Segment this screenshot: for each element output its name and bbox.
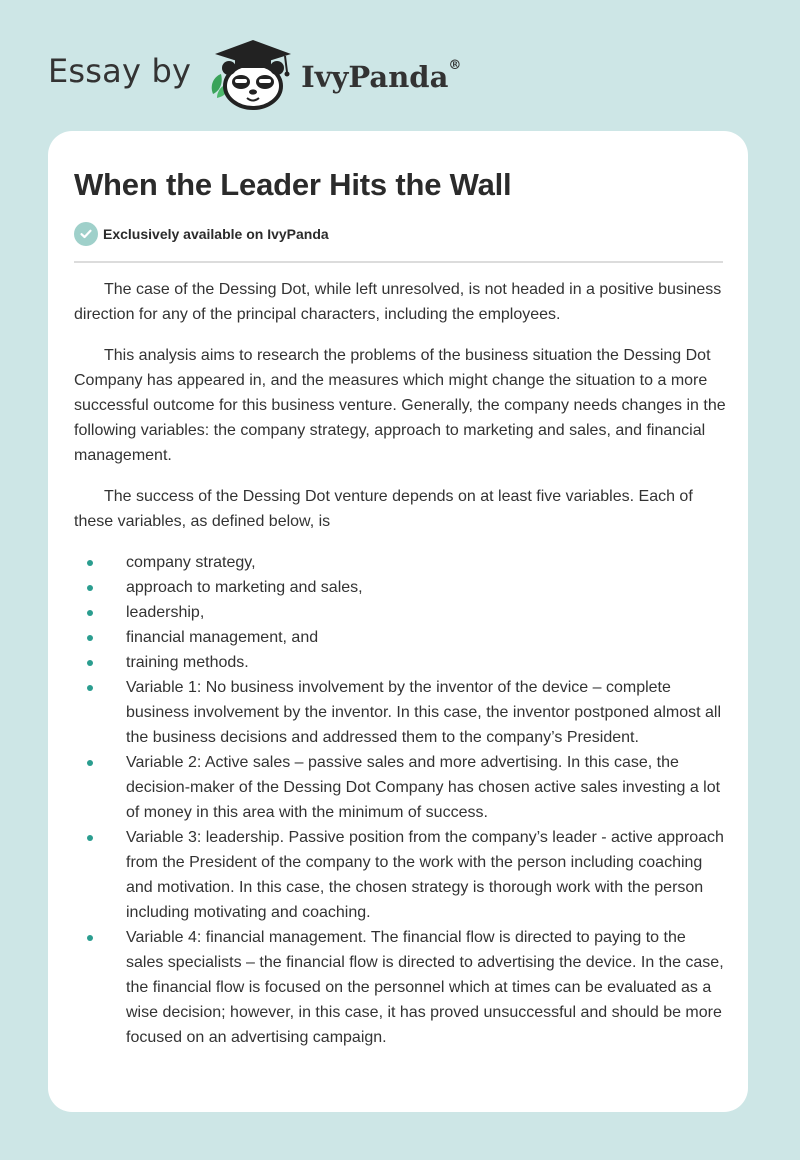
- list-item: leadership,: [74, 600, 726, 625]
- paragraph: The success of the Dessing Dot venture depends on at least five variables. Each of these variables, as defined below, is: [74, 488, 693, 530]
- essay-card: [48, 131, 748, 1112]
- exclusive-badge: [74, 222, 329, 246]
- list-item: financial management, and: [74, 625, 726, 650]
- bullet-icon: [87, 660, 93, 666]
- variables-list: [74, 550, 726, 1050]
- bullet-icon: [87, 635, 93, 641]
- list-item: Variable 4: financial management. The financial flow is directed to paying to the sales specialists – the financial flow is directed to advertising the device. In the case, the financial flow is focused on the personnel which at times can be evaluated as a wise decision; however, in this case, it has proved unsuccessful and should be more focused on an advertising campaign.: [74, 925, 726, 1050]
- bullet-icon: [87, 760, 93, 766]
- essay-body: [74, 277, 726, 1050]
- bullet-icon: [87, 835, 93, 841]
- list-item: Variable 3: leadership. Passive position from the company’s leader - active approach from the President of the company to the work with the person including coaching and motivation. In this case, the chosen strategy is thorough work with the person including motivating and coaching.: [74, 825, 726, 925]
- paragraph: The case of the Dessing Dot, while left unresolved, is not headed in a positive business direction for any of the principal characters, including the employees.: [74, 281, 722, 323]
- brand-header: [48, 36, 461, 112]
- badge-label: Exclusively available on IvyPanda: [103, 226, 329, 242]
- list-item: training methods.: [74, 650, 726, 675]
- list-item: Variable 1: No business involvement by the inventor of the device – complete business involvement by the inventor. In this case, the inventor postponed almost all the business decisions and addressed them to the company’s President.: [74, 675, 726, 750]
- brand-prefix: Essay by: [48, 52, 192, 90]
- bullet-icon: [87, 935, 93, 941]
- list-item: company strategy,: [74, 550, 726, 575]
- bullet-icon: [87, 585, 93, 591]
- check-circle-icon: [74, 222, 98, 246]
- bullet-icon: [87, 610, 93, 616]
- brand-name: IvyPanda®: [301, 58, 462, 94]
- divider: [74, 261, 723, 263]
- list-item: approach to marketing and sales,: [74, 575, 726, 600]
- list-item: Variable 2: Active sales – passive sales and more advertising. In this case, the decision-maker of the Dessing Dot Company has chosen active sales investing a lot of money in this area with the minimum of success.: [74, 750, 726, 825]
- essay-title: When the Leader Hits the Wall: [74, 167, 512, 202]
- paragraph: This analysis aims to research the problems of the business situation the Dessing Dot Company has appeared in, and the measures which might change the situation to a more successful outcome for this business venture. Generally, the company needs changes in the following variables: the company strategy, approach to marketing and sales, and financial management.: [74, 347, 726, 464]
- registered-mark: ®: [448, 58, 462, 73]
- panda-logo-icon: [207, 36, 297, 112]
- bullet-icon: [87, 560, 93, 566]
- bullet-icon: [87, 685, 93, 691]
